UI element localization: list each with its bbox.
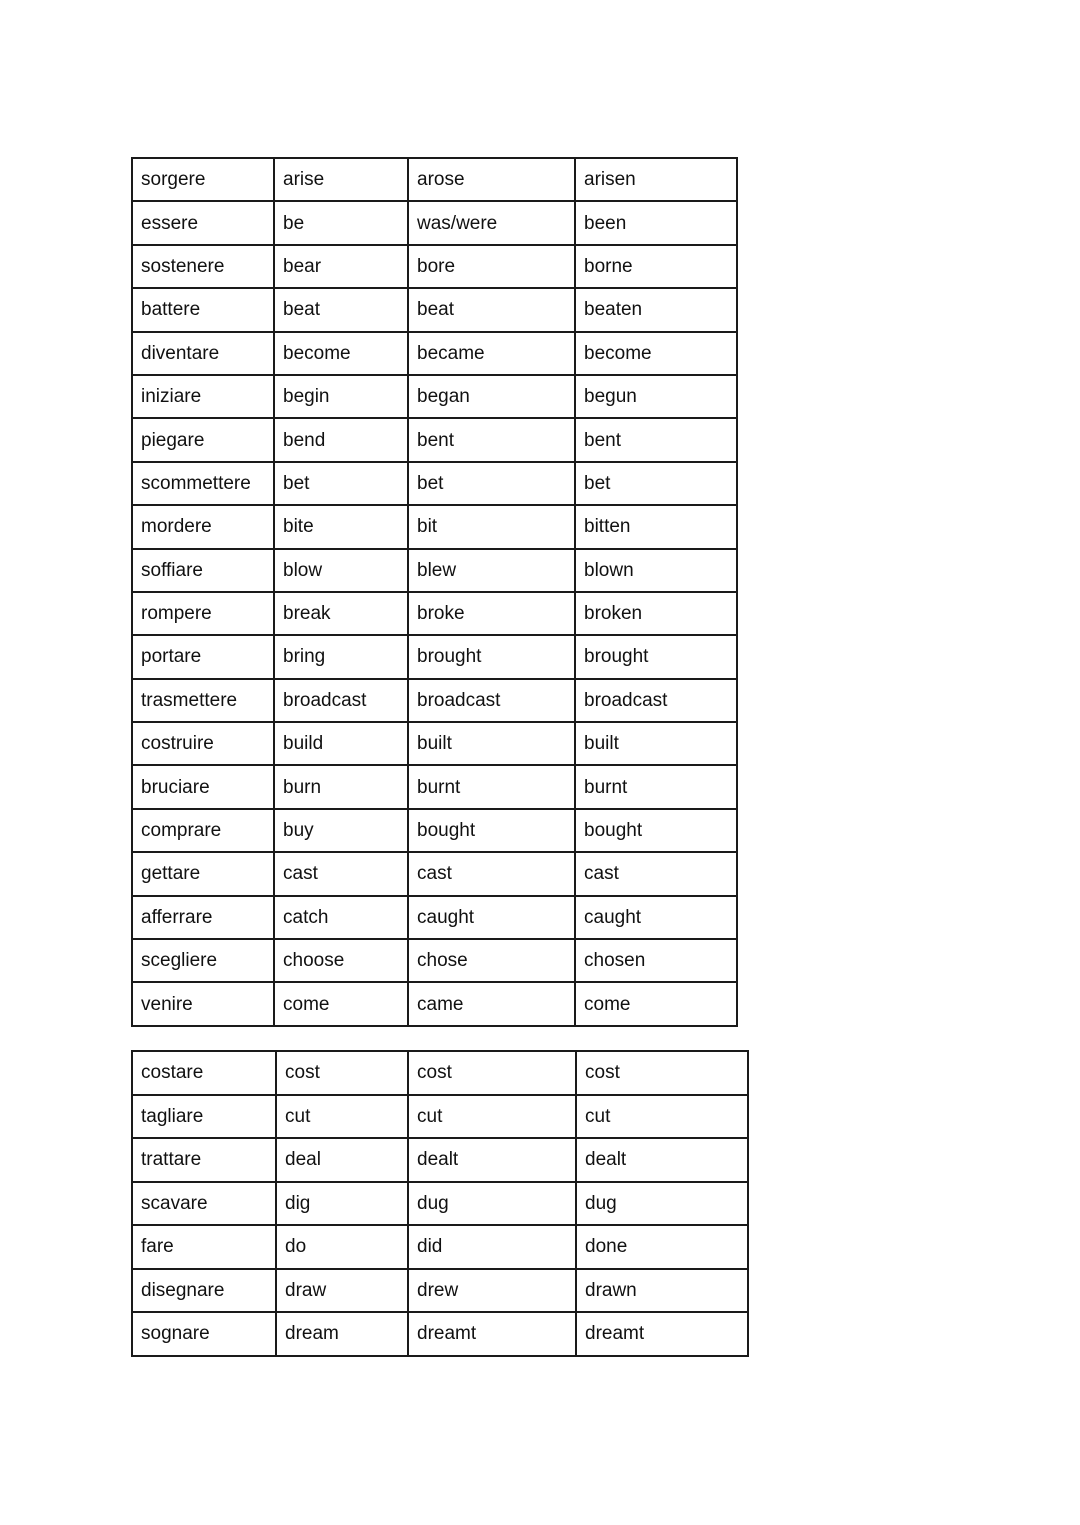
italian-cell: soffiare <box>132 549 274 592</box>
base-form-cell: blow <box>274 549 408 592</box>
italian-cell: fare <box>132 1225 276 1269</box>
past-simple-cell: bought <box>408 809 575 852</box>
irregular-verbs-table-1 <box>131 157 738 1027</box>
past-participle-cell: cut <box>576 1095 748 1139</box>
past-participle-cell: drawn <box>576 1269 748 1313</box>
italian-cell: battere <box>132 288 274 331</box>
past-participle-cell: broadcast <box>575 679 737 722</box>
past-simple-cell: caught <box>408 896 575 939</box>
base-form-cell: break <box>274 592 408 635</box>
past-simple-cell: began <box>408 375 575 418</box>
italian-cell: afferrare <box>132 896 274 939</box>
irregular-verbs-table-2 <box>131 1050 749 1357</box>
table-row <box>132 288 737 331</box>
table-row <box>132 1312 748 1356</box>
past-participle-cell: bet <box>575 462 737 505</box>
italian-cell: venire <box>132 982 274 1025</box>
past-simple-cell: broadcast <box>408 679 575 722</box>
table-row <box>132 852 737 895</box>
italian-cell: diventare <box>132 332 274 375</box>
italian-cell: bruciare <box>132 765 274 808</box>
base-form-cell: cut <box>276 1095 408 1139</box>
past-participle-cell: become <box>575 332 737 375</box>
past-participle-cell: bitten <box>575 505 737 548</box>
past-simple-cell: chose <box>408 939 575 982</box>
base-form-cell: deal <box>276 1138 408 1182</box>
table-row <box>132 375 737 418</box>
past-participle-cell: bought <box>575 809 737 852</box>
past-participle-cell: built <box>575 722 737 765</box>
past-participle-cell: come <box>575 982 737 1025</box>
past-participle-cell: done <box>576 1225 748 1269</box>
past-simple-cell: bent <box>408 418 575 461</box>
italian-cell: gettare <box>132 852 274 895</box>
past-participle-cell: arisen <box>575 158 737 201</box>
past-simple-cell: bit <box>408 505 575 548</box>
past-participle-cell: bent <box>575 418 737 461</box>
table-row <box>132 201 737 244</box>
italian-cell: costruire <box>132 722 274 765</box>
italian-cell: trattare <box>132 1138 276 1182</box>
base-form-cell: cost <box>276 1051 408 1095</box>
table-row <box>132 1269 748 1313</box>
table-row <box>132 245 737 288</box>
past-simple-cell: blew <box>408 549 575 592</box>
italian-cell: tagliare <box>132 1095 276 1139</box>
table-row <box>132 1095 748 1139</box>
italian-cell: scegliere <box>132 939 274 982</box>
table-row <box>132 418 737 461</box>
table-1-body <box>132 158 737 1026</box>
table-row <box>132 1182 748 1226</box>
past-simple-cell: cast <box>408 852 575 895</box>
italian-cell: sostenere <box>132 245 274 288</box>
italian-cell: sorgere <box>132 158 274 201</box>
past-simple-cell: drew <box>408 1269 576 1313</box>
past-simple-cell: dug <box>408 1182 576 1226</box>
table-row <box>132 939 737 982</box>
italian-cell: trasmettere <box>132 679 274 722</box>
italian-cell: scavare <box>132 1182 276 1226</box>
base-form-cell: bring <box>274 635 408 678</box>
base-form-cell: begin <box>274 375 408 418</box>
base-form-cell: bite <box>274 505 408 548</box>
past-participle-cell: cost <box>576 1051 748 1095</box>
past-participle-cell: broken <box>575 592 737 635</box>
past-simple-cell: bet <box>408 462 575 505</box>
past-simple-cell: was/were <box>408 201 575 244</box>
past-participle-cell: begun <box>575 375 737 418</box>
base-form-cell: cast <box>274 852 408 895</box>
past-participle-cell: cast <box>575 852 737 895</box>
table-row <box>132 722 737 765</box>
past-participle-cell: borne <box>575 245 737 288</box>
past-simple-cell: cost <box>408 1051 576 1095</box>
italian-cell: disegnare <box>132 1269 276 1313</box>
italian-cell: scommettere <box>132 462 274 505</box>
past-participle-cell: dug <box>576 1182 748 1226</box>
base-form-cell: buy <box>274 809 408 852</box>
table-row <box>132 809 737 852</box>
past-simple-cell: brought <box>408 635 575 678</box>
past-simple-cell: built <box>408 722 575 765</box>
past-participle-cell: been <box>575 201 737 244</box>
base-form-cell: bend <box>274 418 408 461</box>
base-form-cell: do <box>276 1225 408 1269</box>
italian-cell: iniziare <box>132 375 274 418</box>
table-row <box>132 462 737 505</box>
past-simple-cell: dreamt <box>408 1312 576 1356</box>
base-form-cell: burn <box>274 765 408 808</box>
past-simple-cell: bore <box>408 245 575 288</box>
base-form-cell: catch <box>274 896 408 939</box>
past-simple-cell: dealt <box>408 1138 576 1182</box>
base-form-cell: be <box>274 201 408 244</box>
past-participle-cell: brought <box>575 635 737 678</box>
italian-cell: piegare <box>132 418 274 461</box>
past-simple-cell: cut <box>408 1095 576 1139</box>
table-row <box>132 549 737 592</box>
past-participle-cell: caught <box>575 896 737 939</box>
italian-cell: mordere <box>132 505 274 548</box>
base-form-cell: beat <box>274 288 408 331</box>
table-row <box>132 982 737 1025</box>
table-row <box>132 765 737 808</box>
table-row <box>132 1138 748 1182</box>
italian-cell: essere <box>132 201 274 244</box>
past-simple-cell: arose <box>408 158 575 201</box>
base-form-cell: dig <box>276 1182 408 1226</box>
past-participle-cell: dealt <box>576 1138 748 1182</box>
table-row <box>132 1051 748 1095</box>
past-participle-cell: beaten <box>575 288 737 331</box>
base-form-cell: become <box>274 332 408 375</box>
base-form-cell: choose <box>274 939 408 982</box>
table-row <box>132 158 737 201</box>
past-participle-cell: burnt <box>575 765 737 808</box>
base-form-cell: build <box>274 722 408 765</box>
past-participle-cell: blown <box>575 549 737 592</box>
base-form-cell: come <box>274 982 408 1025</box>
table-row <box>132 679 737 722</box>
base-form-cell: bear <box>274 245 408 288</box>
italian-cell: comprare <box>132 809 274 852</box>
past-simple-cell: did <box>408 1225 576 1269</box>
base-form-cell: broadcast <box>274 679 408 722</box>
table-row <box>132 592 737 635</box>
past-simple-cell: broke <box>408 592 575 635</box>
table-row <box>132 1225 748 1269</box>
past-participle-cell: chosen <box>575 939 737 982</box>
italian-cell: rompere <box>132 592 274 635</box>
table-row <box>132 332 737 375</box>
past-simple-cell: became <box>408 332 575 375</box>
table-row <box>132 896 737 939</box>
italian-cell: portare <box>132 635 274 678</box>
table-2-body <box>132 1051 748 1356</box>
table-row <box>132 505 737 548</box>
base-form-cell: bet <box>274 462 408 505</box>
past-simple-cell: beat <box>408 288 575 331</box>
past-simple-cell: burnt <box>408 765 575 808</box>
table-row <box>132 635 737 678</box>
base-form-cell: arise <box>274 158 408 201</box>
past-simple-cell: came <box>408 982 575 1025</box>
italian-cell: costare <box>132 1051 276 1095</box>
base-form-cell: dream <box>276 1312 408 1356</box>
past-participle-cell: dreamt <box>576 1312 748 1356</box>
base-form-cell: draw <box>276 1269 408 1313</box>
italian-cell: sognare <box>132 1312 276 1356</box>
